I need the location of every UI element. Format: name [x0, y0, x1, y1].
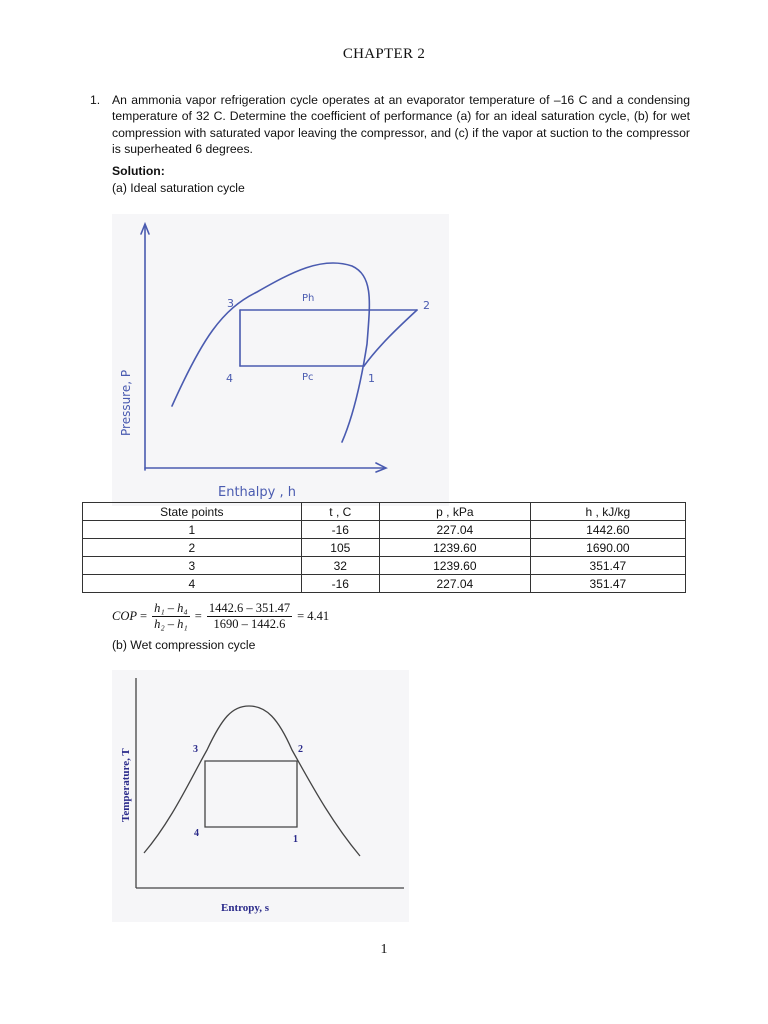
ph-diagram: [112, 214, 449, 506]
compression-line: [364, 310, 417, 366]
page-number: 1: [380, 942, 388, 957]
solution-label: Solution:: [112, 164, 165, 178]
point-1-label: 1: [293, 834, 298, 845]
table-header: p , kPa: [379, 503, 530, 521]
cop-fraction-symbolic: [152, 601, 190, 632]
table-cell: -16: [301, 575, 379, 593]
chapter-title: CHAPTER 2: [342, 46, 426, 62]
cycle-rectangle: [205, 761, 297, 827]
ph-diagram-figure: [112, 214, 449, 506]
cop-fraction-numeric: [207, 601, 292, 632]
table-cell: 1239.60: [379, 557, 530, 575]
table-row: [83, 575, 686, 593]
pc-label: Pc: [302, 372, 314, 383]
table-row: [83, 557, 686, 575]
problem-text: An ammonia vapor refrigeration cycle operates at an evaporator temperature of –16 C and a condensing temperature of 32 C. Determine the coefficient of performance (a) for an ideal saturation cycle, (b) for wet compression with saturated vapor leaving the compressor, and (c) if the vapor at suction to the compressor is superheated 6 degrees.: [112, 93, 690, 156]
table-header: State points: [83, 503, 302, 521]
saturation-dome: [144, 706, 360, 856]
table-cell: 105: [301, 539, 379, 557]
saturation-dome: [172, 263, 369, 442]
cop-result: = 4.41: [297, 608, 330, 623]
table-cell: 2: [83, 539, 302, 557]
table-cell: -16: [301, 521, 379, 539]
point-2-label: 2: [423, 299, 430, 312]
table-cell: 1442.60: [530, 521, 685, 539]
cop-label: COP: [112, 608, 137, 623]
problem-statement: [90, 92, 690, 157]
state-points-table: [82, 502, 686, 593]
table-row: [83, 521, 686, 539]
ts-diagram: [112, 670, 409, 922]
cop-frac1-denominator: h₂ – h₁: [154, 616, 188, 631]
cop-frac2-numerator: 1442.6 – 351.47: [208, 600, 291, 615]
table-cell: 1239.60: [379, 539, 530, 557]
y-axis-label: Pressure, P: [119, 369, 133, 436]
y-axis-label: Temperature, T: [120, 748, 132, 822]
cop-equals-2: =: [194, 608, 202, 623]
table-cell: 3: [83, 557, 302, 575]
part-b-heading: (b) Wet compression cycle: [112, 638, 256, 652]
x-axis-label: Enthalpy , h: [218, 485, 296, 500]
cop-frac2-denominator: 1690 – 1442.6: [213, 616, 286, 631]
table-header: t , C: [301, 503, 379, 521]
table-cell: 227.04: [379, 521, 530, 539]
cop-frac1-numerator: h₁ – h₄: [154, 600, 188, 615]
x-axis-label: Entropy, s: [221, 902, 270, 914]
table-cell: 32: [301, 557, 379, 575]
part-a-heading: (a) Ideal saturation cycle: [112, 181, 245, 195]
point-2-label: 2: [298, 744, 303, 755]
table-cell: 4: [83, 575, 302, 593]
table-cell: 227.04: [379, 575, 530, 593]
cop-equals: =: [140, 608, 148, 623]
point-4-label: 4: [226, 372, 233, 385]
problem-number: 1.: [90, 93, 101, 107]
ph-label: Ph: [302, 293, 315, 304]
table-header-row: [83, 503, 686, 521]
ts-diagram-figure: [112, 670, 409, 922]
table-cell: 1690.00: [530, 539, 685, 557]
table-cell: 351.47: [530, 575, 685, 593]
table-header: h , kJ/kg: [530, 503, 685, 521]
cop-equation: [112, 598, 329, 634]
point-4-label: 4: [194, 828, 199, 839]
point-3-label: 3: [193, 744, 198, 755]
point-3-label: 3: [227, 297, 234, 310]
point-1-label: 1: [368, 372, 375, 385]
table-cell: 351.47: [530, 557, 685, 575]
table-cell: 1: [83, 521, 302, 539]
table-row: [83, 539, 686, 557]
